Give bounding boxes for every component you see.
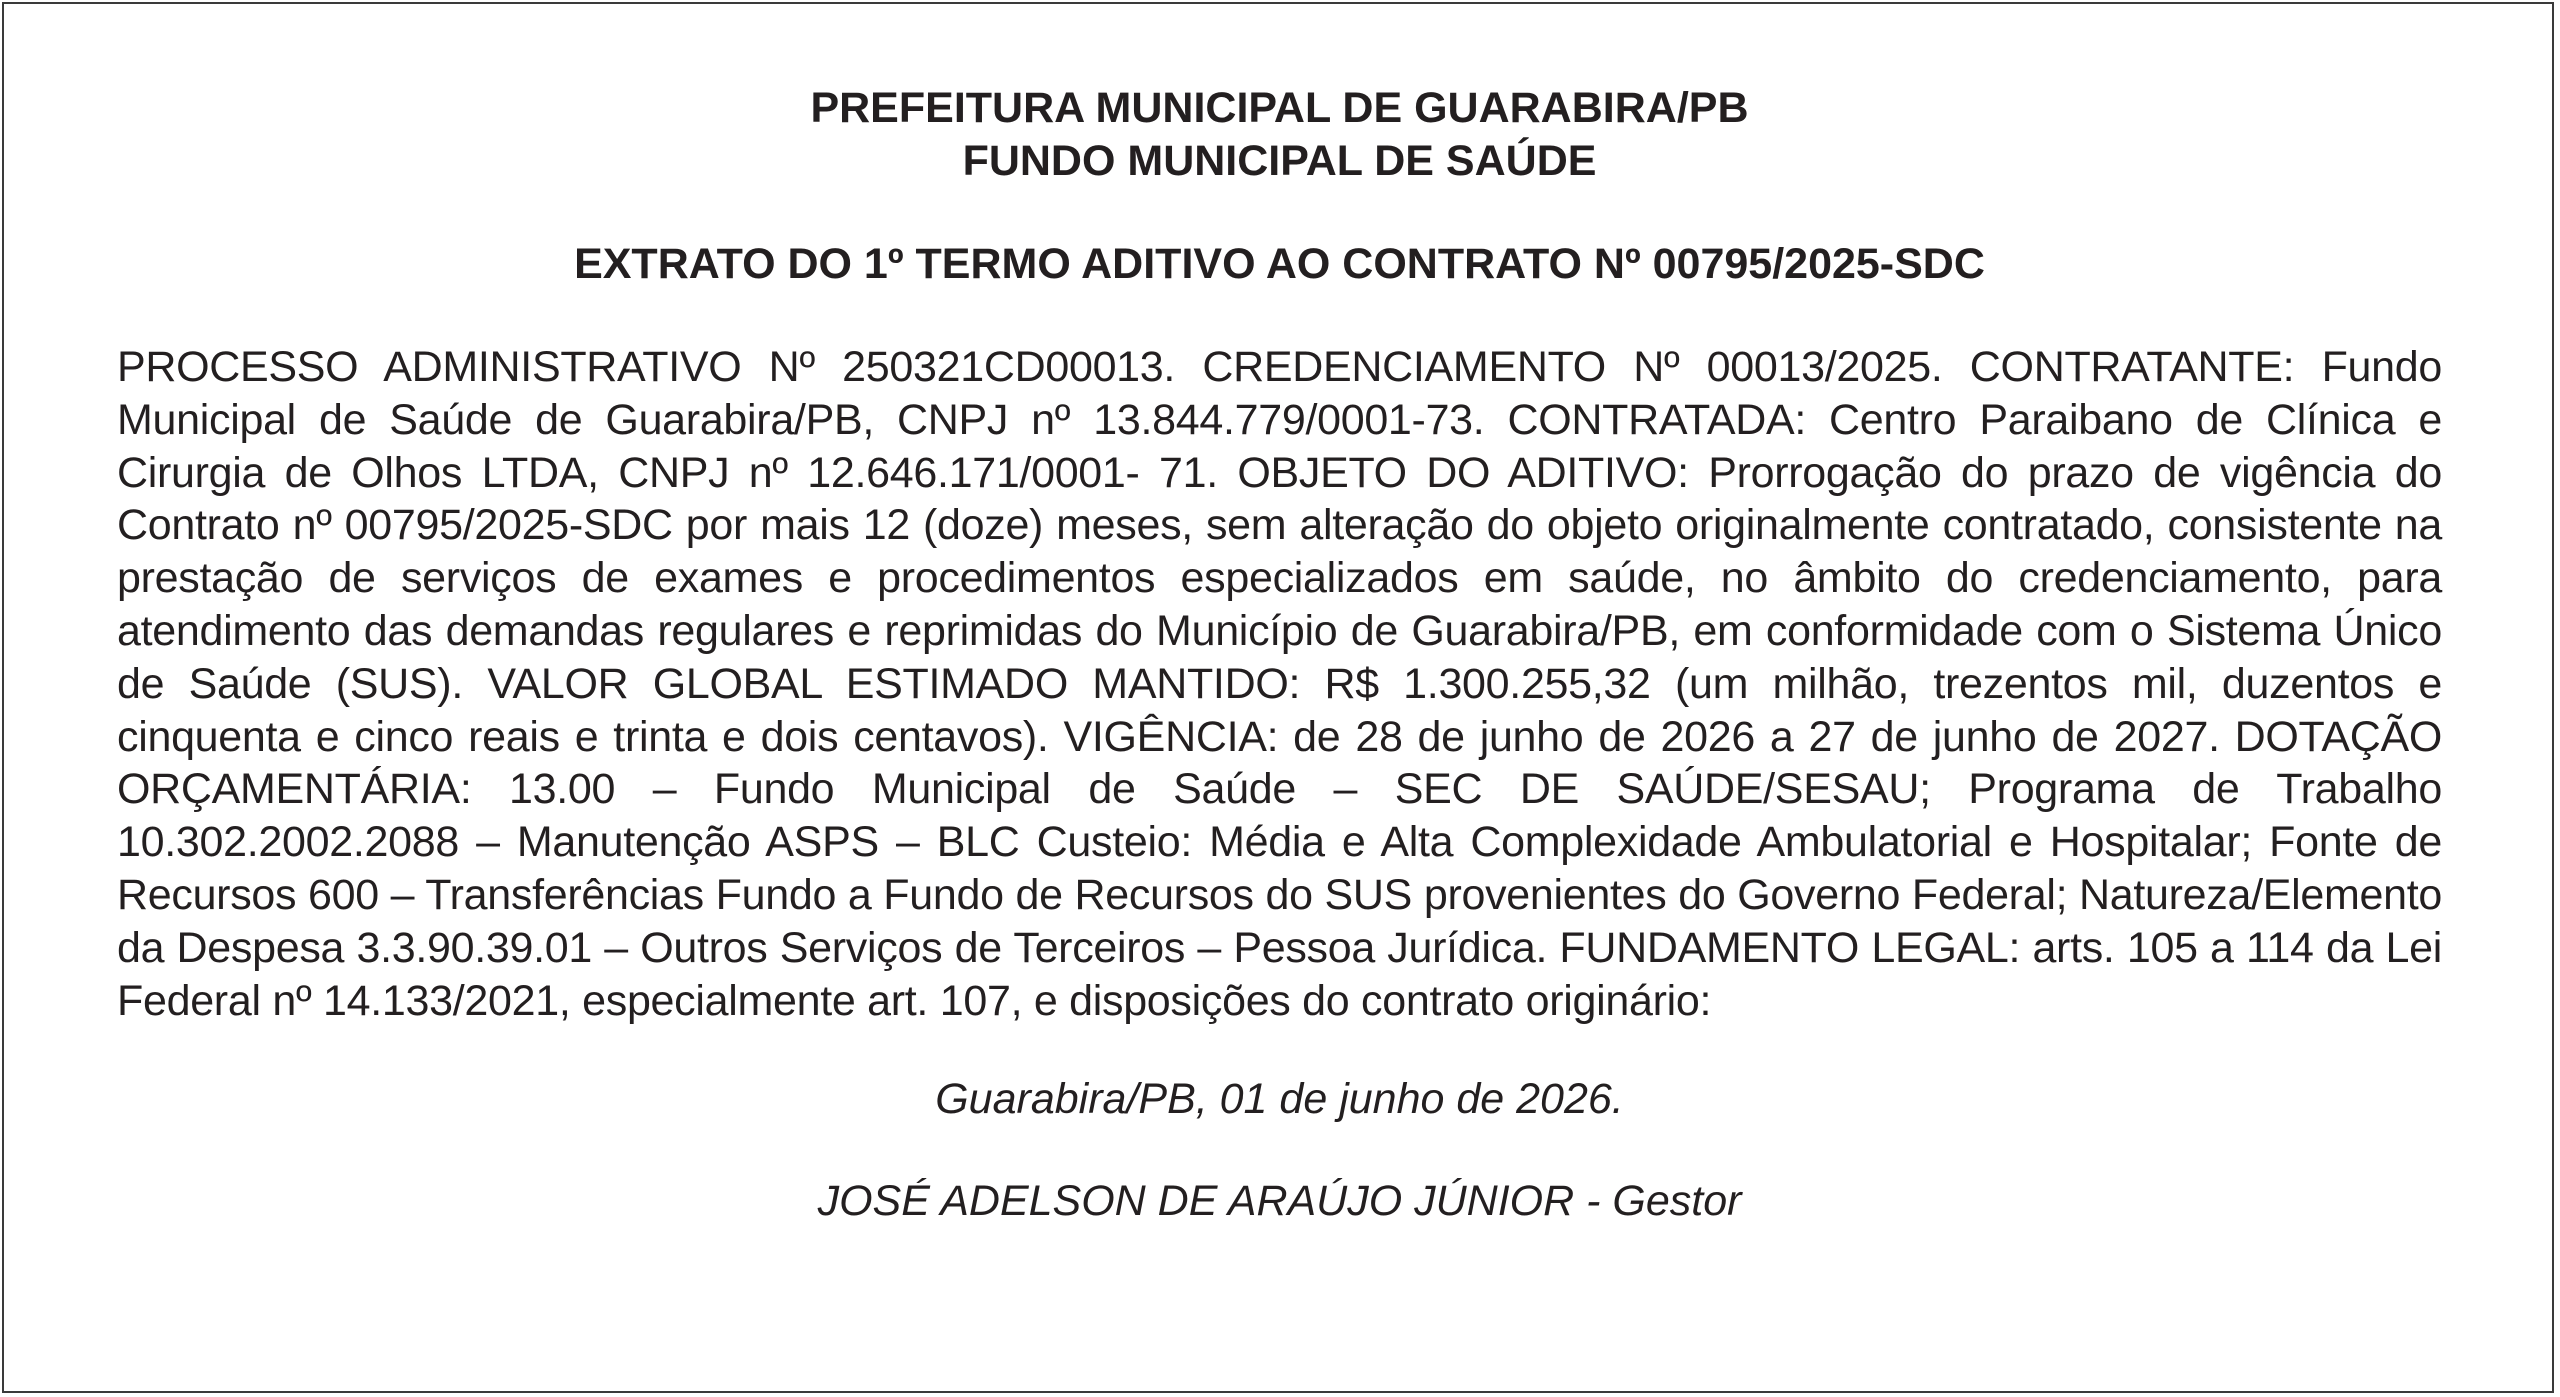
signature: JOSÉ ADELSON DE ARAÚJO JÚNIOR - Gestor xyxy=(817,1177,1742,1226)
document-body: PROCESSO ADMINISTRATIVO Nº 250321CD00013. CREDENCIAMENTO Nº 00013/2025. CONTRATANTE: Fundo Municipal de Saúde de Guarabira/PB, CNPJ nº 13.844.779/0001-73. CONTRATADA: Centro Paraibano de Clínica e Cirurgia de Olhos LTDA, CNPJ nº 12.646.171/0001- 71. OBJETO DO ADITIVO: Prorrogação do prazo de vigência do Contrato nº 00795/2025-SDC por mais 12 (doze) meses, sem alteração do objeto originalmente contratado, consistente na prestação de serviços de exames e procedimentos especializados em saúde, no âmbito do credenciamento, para atendimento das demandas regulares e reprimidas do Município de Guarabira/PB, em conformidade com o Sistema Único de Saúde (SUS). VALOR GLOBAL ESTIMADO MANTIDO: R$ 1.300.255,32 (um milhão, trezentos mil, duzentos e cinquenta e cinco reais e trinta e dois centavos). VIGÊNCIA: de 28 de junho de 2026 a 27 de junho de 2027. DOTAÇÃO ORÇAMENTÁRIA: 13.00 – Fundo Municipal de Saúde – SEC DE SAÚDE/SESAU; Programa de Trabalho 10.302.2002.2088 – Manutenção ASPS – BLC Custeio: Média e Alta Complexidade Ambulatorial e Hospitalar; Fonte de Recursos 600 – Transferências Fundo a Fundo de Recursos do SUS provenientes do Governo Federal; Natureza/Elemento da Despesa 3.3.90.39.01 – Outros Serviços de Terceiros – Pessoa Jurídica. FUNDAMENTO LEGAL: arts. 105 a 114 da Lei Federal nº 14.133/2021, especialmente art. 107, e disposições do contrato originário: xyxy=(117,343,2442,1025)
place-date: Guarabira/PB, 01 de junho de 2026. xyxy=(935,1075,1624,1124)
document-content xyxy=(117,82,2442,1228)
header-fundo: FUNDO MUNICIPAL DE SAÚDE xyxy=(962,137,1597,185)
document-title: EXTRATO DO 1º TERMO ADITIVO AO CONTRATO Nº 00795/2025-SDC xyxy=(574,240,1985,288)
header-prefeitura: PREFEITURA MUNICIPAL DE GUARABIRA/PB xyxy=(810,84,1749,132)
